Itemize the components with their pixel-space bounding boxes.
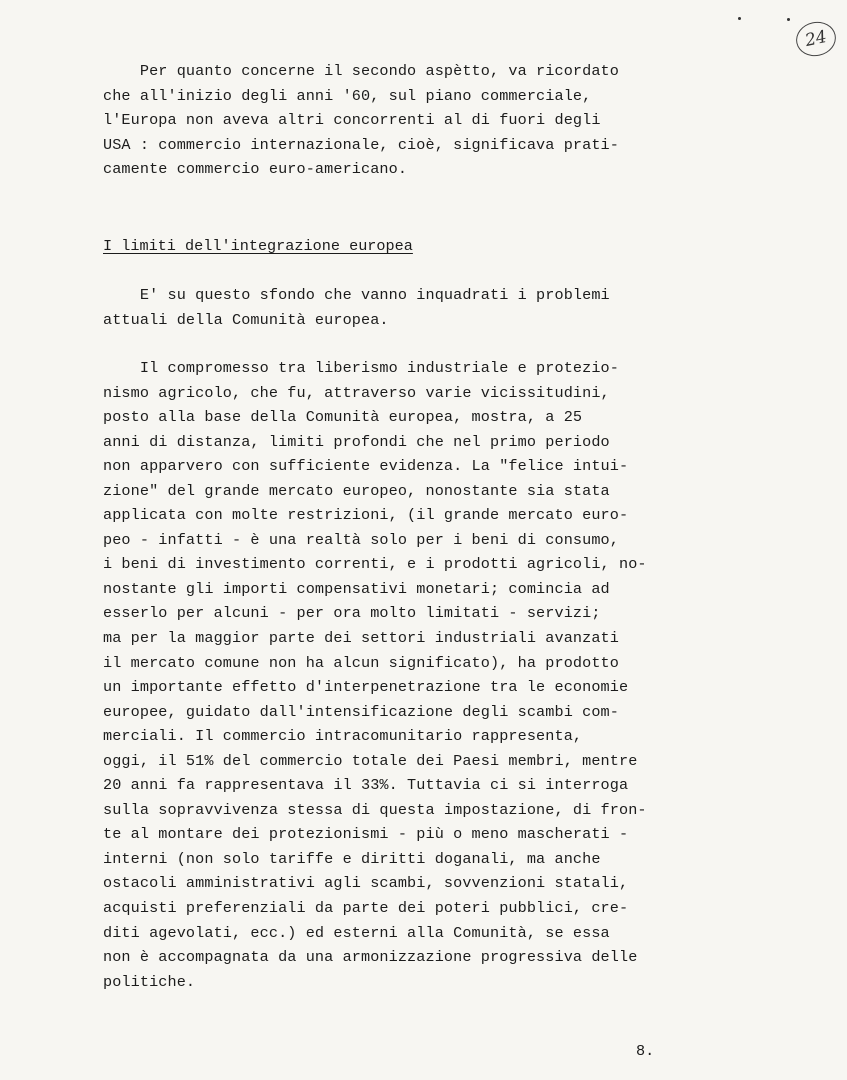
page-number: 8. [636,1042,655,1060]
text-line: politiche. [103,972,196,991]
handwritten-page-number [793,18,839,60]
speck-mark [738,17,741,20]
section-heading: I limiti dell'integrazione europea [103,237,413,255]
text-line: USA : commercio internazionale, cioè, significava prati- [103,135,619,154]
text-line: nismo agricolo, che fu, attraverso varie vicissitudini, [103,383,610,402]
text-line: il mercato comune non ha alcun significato), ha prodotto [103,653,619,672]
text-line: oggi, il 51% del commercio totale dei Paesi membri, mentre [103,751,638,770]
text-line: camente commercio euro-americano. [103,160,408,179]
text-line: i beni di investimento correnti, e i prodotti agricoli, no- [103,555,647,574]
text-line: l'Europa non aveva altri concorrenti al di fuori degli [103,111,601,130]
text-line: Per quanto concerne il secondo aspètto, va ricordato [103,62,619,80]
paragraph-commercial-aspect [103,59,619,182]
paragraph-background [103,283,610,332]
text-line: acquisti preferenziali da parte dei poteri pubblici, cre- [103,899,629,918]
text-line: posto alla base della Comunità europea, mostra, a 25 [103,408,583,427]
text-line: che all'inizio degli anni '60, sul piano commerciale, [103,86,592,105]
text-line: anni di distanza, limiti profondi che nel primo periodo [103,432,610,451]
text-line: esserlo per alcuni - per ora molto limitati - servizi; [103,604,601,623]
text-line: europee, guidato dall'intensificazione degli scambi com- [103,702,619,721]
text-line: ma per la maggior parte dei settori industriali avanzati [103,629,619,648]
text-line: peo - infatti - è una realtà solo per i beni di consumo, [103,530,619,549]
text-line: diti agevolati, ecc.) ed esterni alla Comunità, se essa [103,923,610,942]
handwritten-number-text: 24 [803,26,829,52]
text-line: te al montare dei protezionismi - più o meno mascherati - [103,825,629,844]
text-line: un importante effetto d'interpenetrazione tra le economie [103,678,629,697]
text-line: E' su questo sfondo che vanno inquadrati i problemi [103,286,610,304]
text-line: Il compromesso tra liberismo industriale e protezio- [103,359,619,377]
speck-mark [787,18,790,21]
text-line: non è accompagnata da una armonizzazione progressiva delle [103,948,638,967]
text-line: merciali. Il commercio intracomunitario rappresenta, [103,727,583,746]
paragraph-compromise [103,356,647,994]
text-line: 20 anni fa rappresentava il 33%. Tuttavia ci si interroga [103,776,629,795]
text-line: sulla sopravvivenza stessa di questa impostazione, di fron- [103,800,647,819]
text-line: zione" del grande mercato europeo, nonostante sia stata [103,481,610,500]
text-line: applicata con molte restrizioni, (il grande mercato euro- [103,506,629,525]
text-line: interni (non solo tariffe e diritti doganali, ma anche [103,849,601,868]
text-line: attuali della Comunità europea. [103,310,389,329]
text-line: non apparvero con sufficiente evidenza. La "felice intui- [103,457,629,476]
text-line: nostante gli importi compensativi monetari; comincia ad [103,579,610,598]
text-line: ostacoli amministrativi agli scambi, sovvenzioni statali, [103,874,629,893]
